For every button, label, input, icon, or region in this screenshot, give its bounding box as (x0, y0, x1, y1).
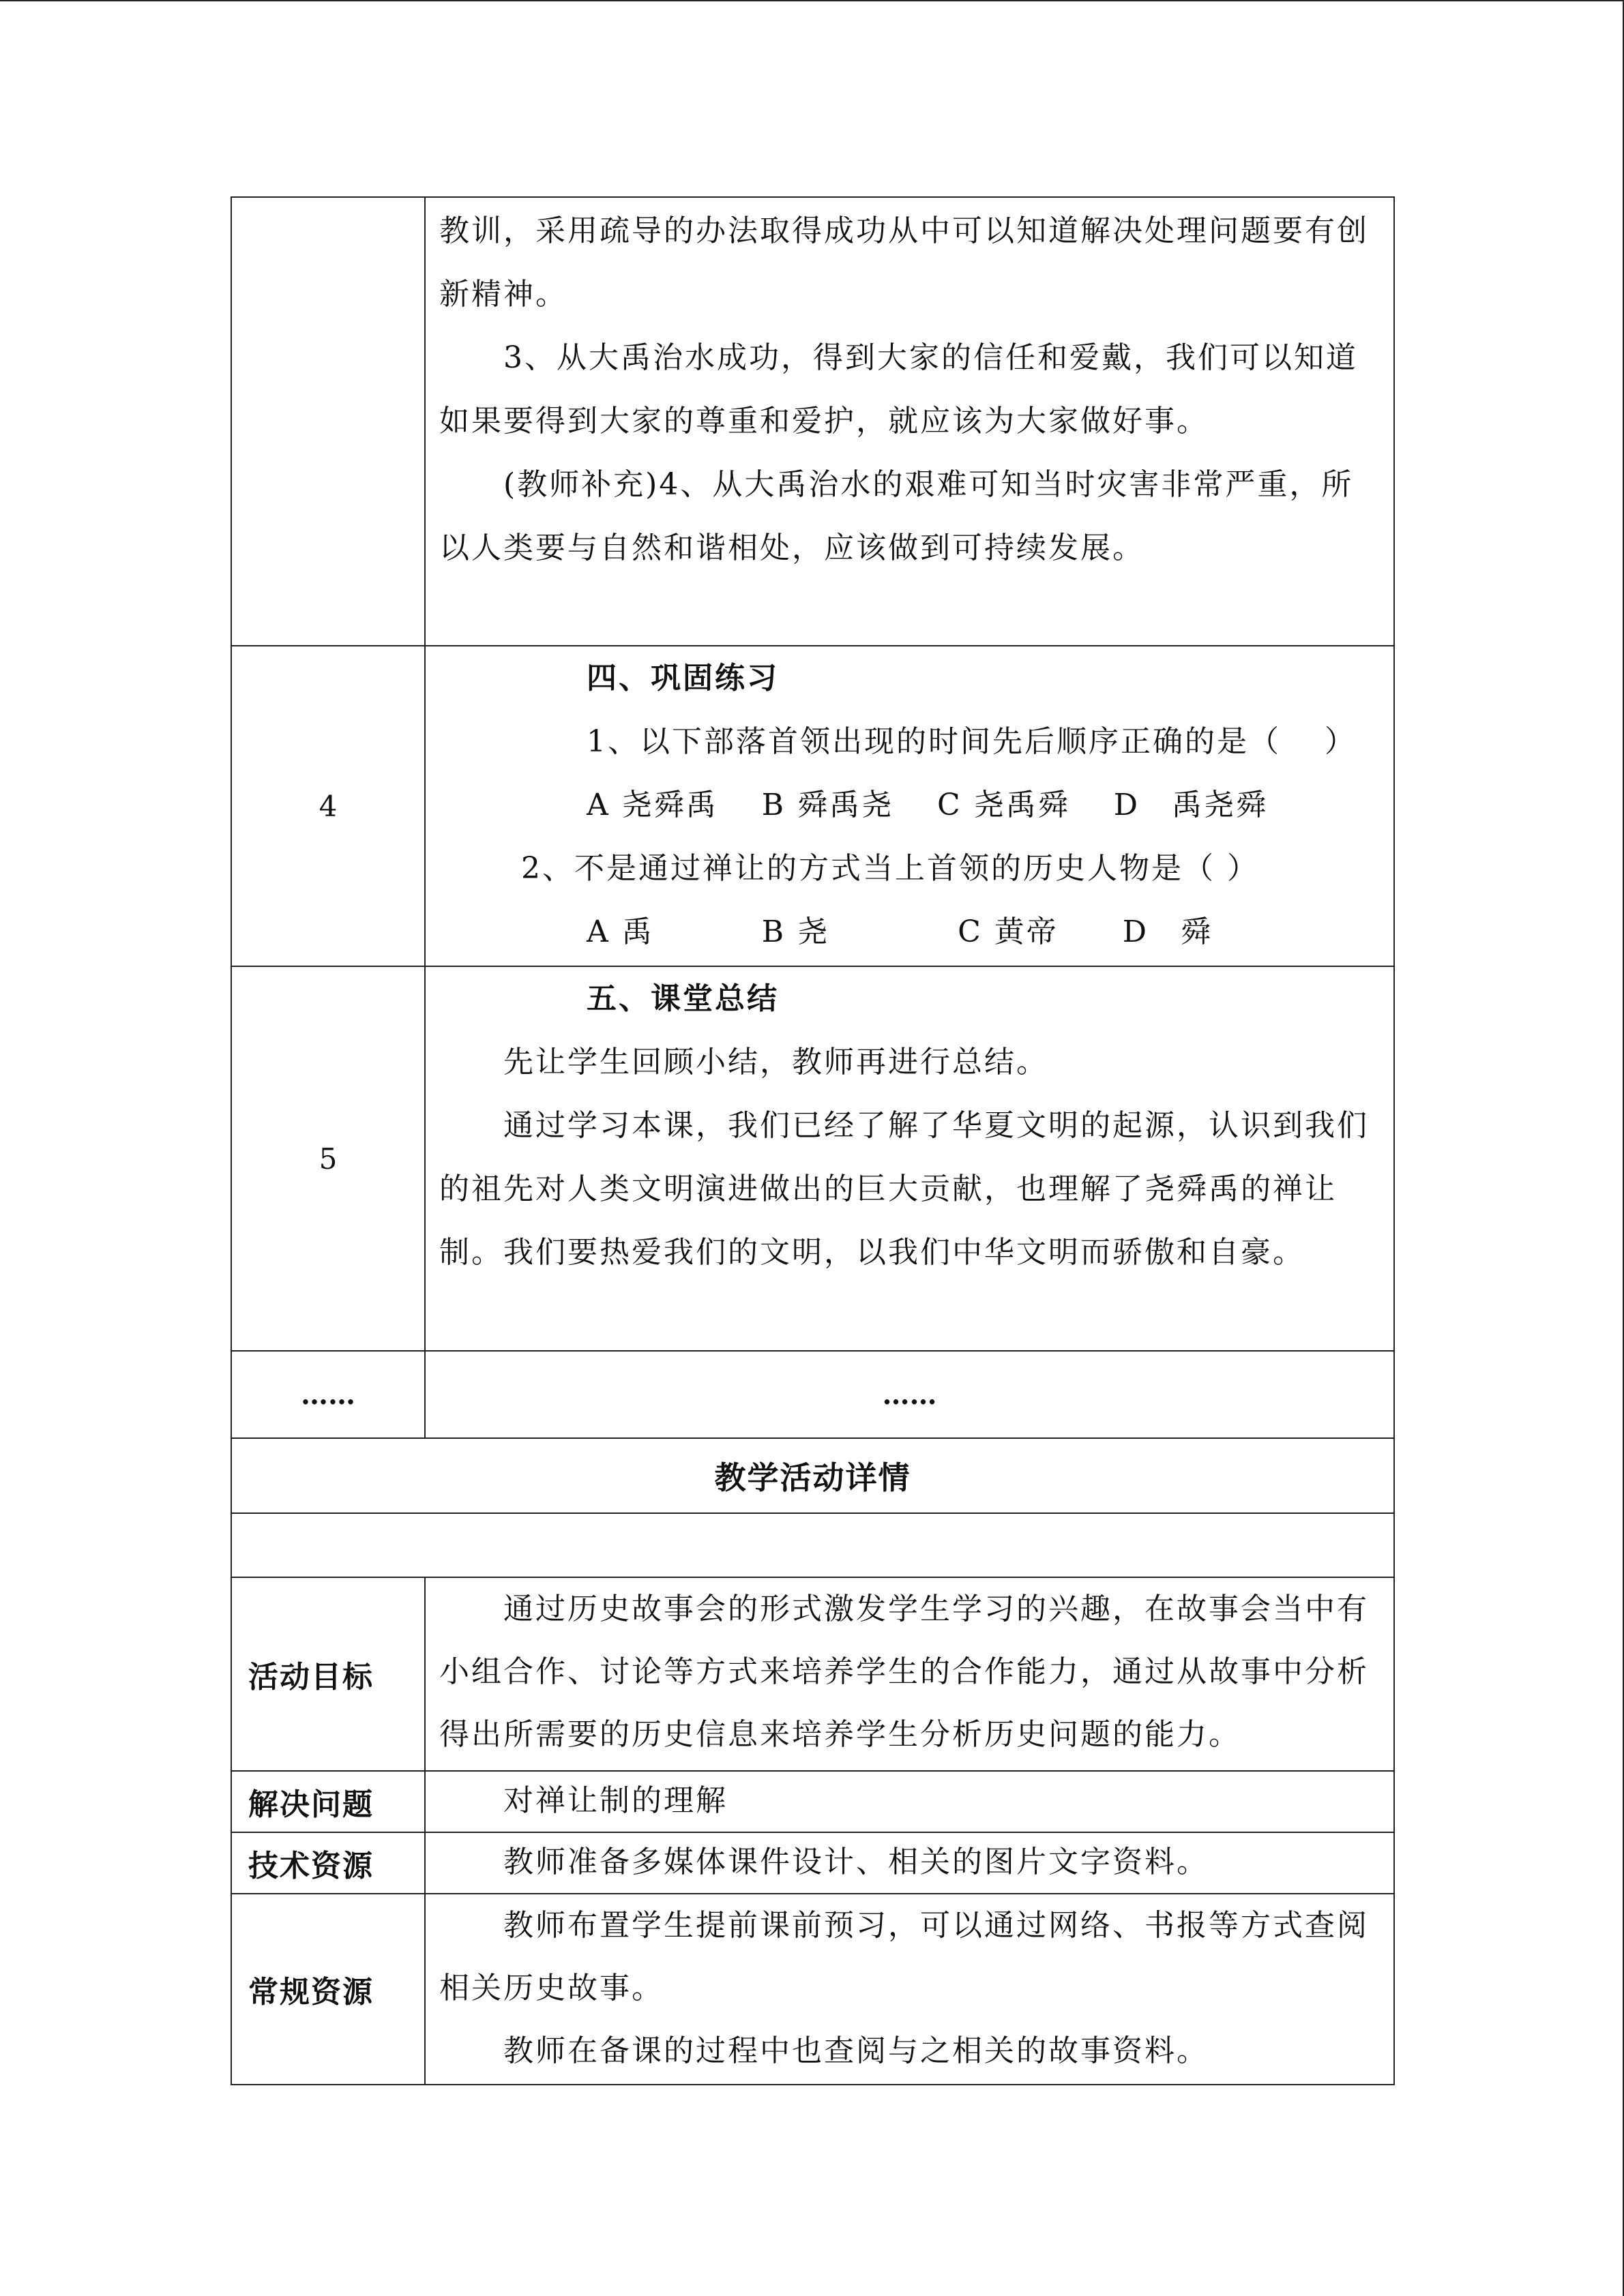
table-row-regular (231, 1894, 1394, 2085)
lesson-plan-table (231, 196, 1395, 2085)
table-row-blank (231, 1513, 1394, 1577)
blank-cell (231, 1513, 1394, 1577)
step4-question-1: 1、以下部落首领出现的时间先后顺序正确的是（ ） (587, 724, 1357, 759)
tech-cell (425, 1832, 1394, 1894)
goal-text: 通过历史故事会的形式激发学生学习的兴趣，在故事会当中有小组合作、讨论等方式来培养学生的合作能力，通过从故事中分析得出所需要的历史信息来培养学生分析历史问题的能力。 (439, 1592, 1369, 1752)
table-row-step4 (231, 646, 1394, 966)
table-row-problem (231, 1771, 1394, 1832)
step-number-5: 5 (231, 966, 425, 1351)
table-row-continued (231, 197, 1394, 646)
ellipsis-left: …… (231, 1351, 425, 1438)
ellipsis-right: …… (425, 1351, 1394, 1438)
step5-paragraph-1: 先让学生回顾小结，教师再进行总结。 (503, 1045, 1048, 1079)
continued-paragraph-1: 教训，采用疏导的办法取得成功从中可以知道解决处理问题要有创新精神。 (439, 213, 1369, 312)
continued-paragraph-3: (教师补充)4、从大禹治水的艰难可知当时灾害非常严重，所以人类要与自然和谐相处，应该做到可持续发展。 (439, 467, 1354, 565)
problem-text: 对禅让制的理解 (503, 1783, 728, 1818)
step4-heading: 四、巩固练习 (587, 661, 779, 696)
step4-question-2: 2、不是通过禅让的方式当上首领的历史人物是（ ） (521, 851, 1259, 886)
step4-question-1-options: A 尧舜禹 B 舜禹尧 C 尧禹舜 D 禹尧舜 (587, 788, 1268, 822)
page-top-border (0, 0, 1624, 1)
goal-label: 活动目标 (231, 1577, 425, 1771)
step5-content-cell (425, 966, 1394, 1351)
step-number-4: 4 (231, 646, 425, 966)
goal-cell (425, 1577, 1394, 1771)
problem-cell (425, 1771, 1394, 1832)
activity-section-title: 教学活动详情 (231, 1438, 1394, 1513)
table-row-ellipsis (231, 1351, 1394, 1438)
step4-content-cell (425, 646, 1394, 966)
problem-label: 解决问题 (231, 1771, 425, 1832)
table-row-step5 (231, 966, 1394, 1351)
table-row-goal (231, 1577, 1394, 1771)
table-row-section-title (231, 1438, 1394, 1513)
continued-content-cell (425, 197, 1394, 646)
regular-paragraph-2: 教师在备课的过程中也查阅与之相关的故事资料。 (503, 2033, 1209, 2068)
regular-paragraph-1: 教师布置学生提前课前预习，可以通过网络、书报等方式查阅相关历史故事。 (439, 1908, 1369, 2006)
step5-paragraph-2: 通过学习本课，我们已经了解了华夏文明的起源，认识到我们的祖先对人类文明演进做出的巨大贡献，也理解了尧舜禹的禅让制。我们要热爱我们的文明，以我们中华文明而骄傲和自豪。 (439, 1108, 1369, 1270)
table-row-tech (231, 1832, 1394, 1894)
regular-label: 常规资源 (231, 1894, 425, 2085)
tech-label: 技术资源 (231, 1832, 425, 1894)
regular-cell (425, 1894, 1394, 2085)
tech-text: 教师准备多媒体课件设计、相关的图片文字资料。 (503, 1845, 1209, 1879)
step-number-cell-empty (231, 197, 425, 646)
step4-question-2-options: A 禹 B 尧 C 黄帝 D 舜 (587, 914, 1213, 949)
continued-paragraph-2: 3、从大禹治水成功，得到大家的信任和爱戴，我们可以知道如果要得到大家的尊重和爱护，就应该为大家做好事。 (439, 340, 1358, 438)
step5-heading: 五、课堂总结 (587, 981, 779, 1016)
